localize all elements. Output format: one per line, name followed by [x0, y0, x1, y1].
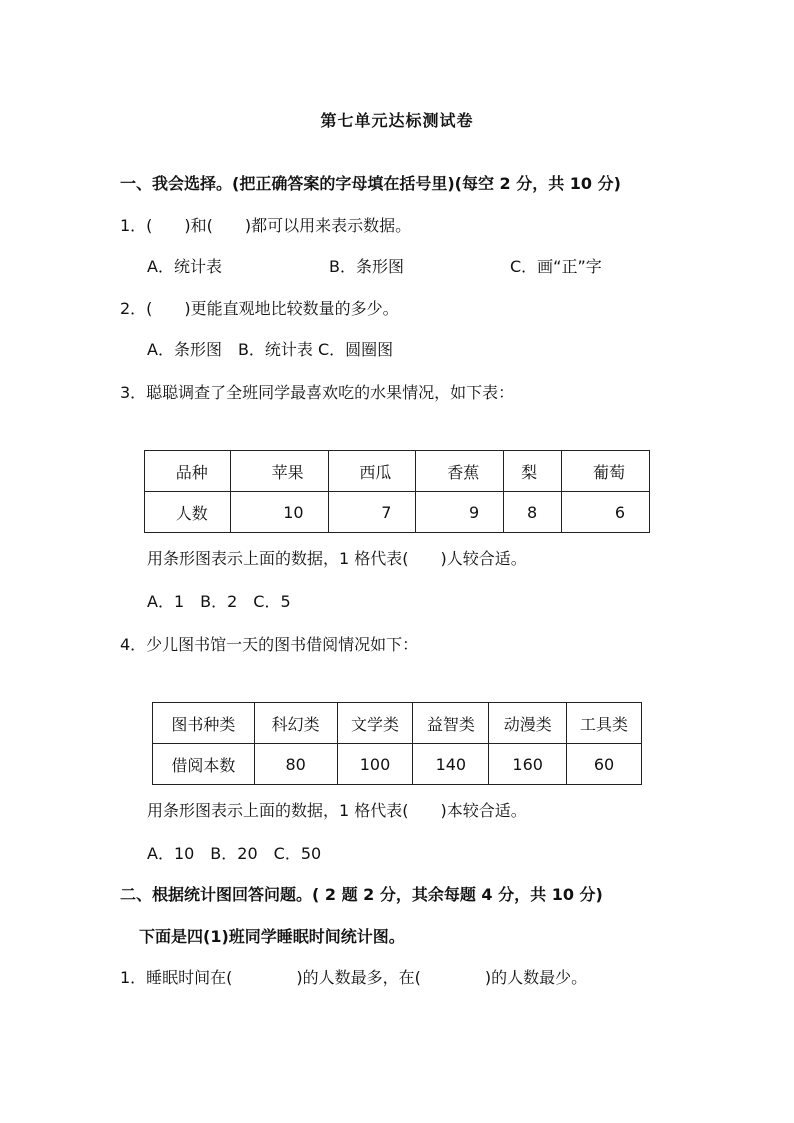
- q1-option-a: A．统计表: [147, 257, 222, 276]
- q4-text: 4．少儿图书馆一天的图书借阅情况如下：: [120, 635, 419, 654]
- fruit-table-row: [145, 492, 650, 533]
- library-table-header: 文学类: [337, 703, 413, 744]
- q4-options: A．10 B．20 C．50: [147, 844, 322, 863]
- library-table-cell: 60: [567, 744, 642, 785]
- library-table-header: 动漫类: [489, 703, 567, 744]
- q2-text: 2．( )更能直观地比较数量的多少。: [120, 299, 399, 318]
- q2-options: A．条形图 B．统计表 C．圆圈图: [147, 340, 394, 359]
- section2-intro: 下面是四(1)班同学睡眠时间统计图。: [139, 927, 405, 946]
- library-table-cell: 借阅本数: [153, 744, 255, 785]
- fruit-table-header: 苹果: [230, 451, 328, 492]
- fruit-table-cell: 8: [504, 492, 562, 533]
- library-table-header: 科幻类: [254, 703, 337, 744]
- fruit-table: [144, 450, 650, 533]
- section1-heading: 一、我会选择。(把正确答案的字母填在括号里)(每空 2 分，共 10 分): [120, 174, 621, 193]
- fruit-table-header: 葡萄: [562, 451, 650, 492]
- fruit-table-header: 香蕉: [416, 451, 504, 492]
- library-table-header-row: [153, 703, 642, 744]
- section2-q1-text: 1．睡眠时间在( )的人数最多，在( )的人数最少。: [120, 968, 588, 987]
- library-table-header: 图书种类: [153, 703, 255, 744]
- fruit-table-cell: 人数: [145, 492, 231, 533]
- section2-heading: 二、根据统计图回答问题。( 2 题 2 分，其余每题 4 分，共 10 分): [120, 885, 603, 904]
- fruit-table-header: 品种: [145, 451, 231, 492]
- fruit-table-cell: 7: [328, 492, 416, 533]
- library-table: [152, 702, 642, 785]
- q3-options: A．1 B．2 C．5: [147, 592, 291, 611]
- library-table-cell: 160: [489, 744, 567, 785]
- page-title: 第七单元达标测试卷: [320, 111, 474, 130]
- library-table-cell: 80: [254, 744, 337, 785]
- q3-text: 3．聪聪调查了全班同学最喜欢吃的水果情况，如下表：: [120, 383, 515, 402]
- q1-option-c: C．画“正”字: [510, 257, 602, 276]
- fruit-table-header: 西瓜: [328, 451, 416, 492]
- fruit-table-cell: 10: [230, 492, 328, 533]
- library-table-cell: 100: [337, 744, 413, 785]
- library-table-row: [153, 744, 642, 785]
- fruit-table-header: 梨: [504, 451, 562, 492]
- q1-text: 1．( )和( )都可以用来表示数据。: [120, 216, 412, 235]
- library-table-header: 益智类: [413, 703, 489, 744]
- q1-option-b: B．条形图: [329, 257, 404, 276]
- q4-prompt: 用条形图表示上面的数据，1 格代表( )本较合适。: [147, 801, 527, 820]
- fruit-table-cell: 6: [562, 492, 650, 533]
- library-table-cell: 140: [413, 744, 489, 785]
- library-table-header: 工具类: [567, 703, 642, 744]
- fruit-table-header-row: [145, 451, 650, 492]
- q3-prompt: 用条形图表示上面的数据，1 格代表( )人较合适。: [147, 549, 527, 568]
- fruit-table-cell: 9: [416, 492, 504, 533]
